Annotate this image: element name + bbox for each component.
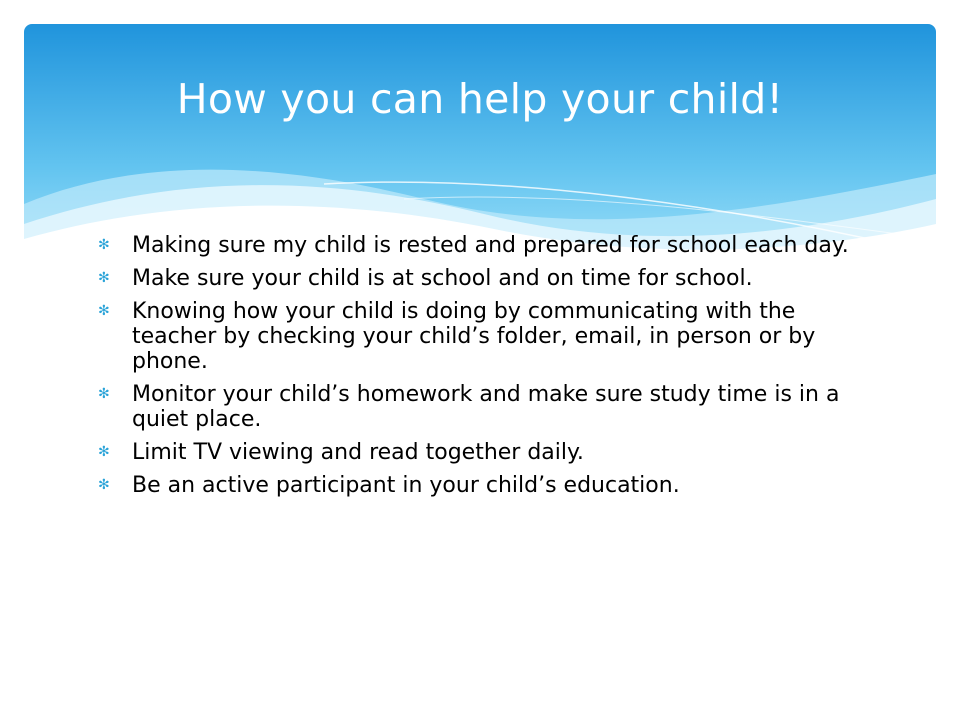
bullet-text: Knowing how your child is doing by communicating with the teacher by checking your child’s folder, email, in person or by phone.: [132, 299, 816, 374]
asterisk-icon: ✻: [98, 444, 110, 460]
asterisk-icon: ✻: [98, 386, 110, 402]
asterisk-icon: ✻: [98, 303, 110, 319]
bullet-text: Limit TV viewing and read together daily.: [132, 440, 584, 465]
list-item: [98, 382, 858, 432]
wave-background: [24, 24, 936, 264]
bullet-list: [98, 233, 858, 506]
bullet-text: Make sure your child is at school and on time for school.: [132, 266, 753, 291]
slide-title: How you can help your child!: [176, 75, 784, 123]
bullet-text: Making sure my child is rested and prepared for school each day.: [132, 233, 849, 258]
list-item: [98, 266, 858, 291]
asterisk-icon: ✻: [98, 270, 110, 286]
bullet-text: Be an active participant in your child’s education.: [132, 473, 680, 498]
title-banner: [24, 24, 936, 264]
bullet-text: Monitor your child’s homework and make sure study time is in a quiet place.: [132, 382, 840, 432]
asterisk-icon: ✻: [98, 477, 110, 493]
list-item: [98, 440, 858, 465]
list-item: [98, 473, 858, 498]
asterisk-icon: ✻: [98, 237, 110, 253]
list-item: [98, 233, 858, 258]
list-item: [98, 299, 858, 374]
